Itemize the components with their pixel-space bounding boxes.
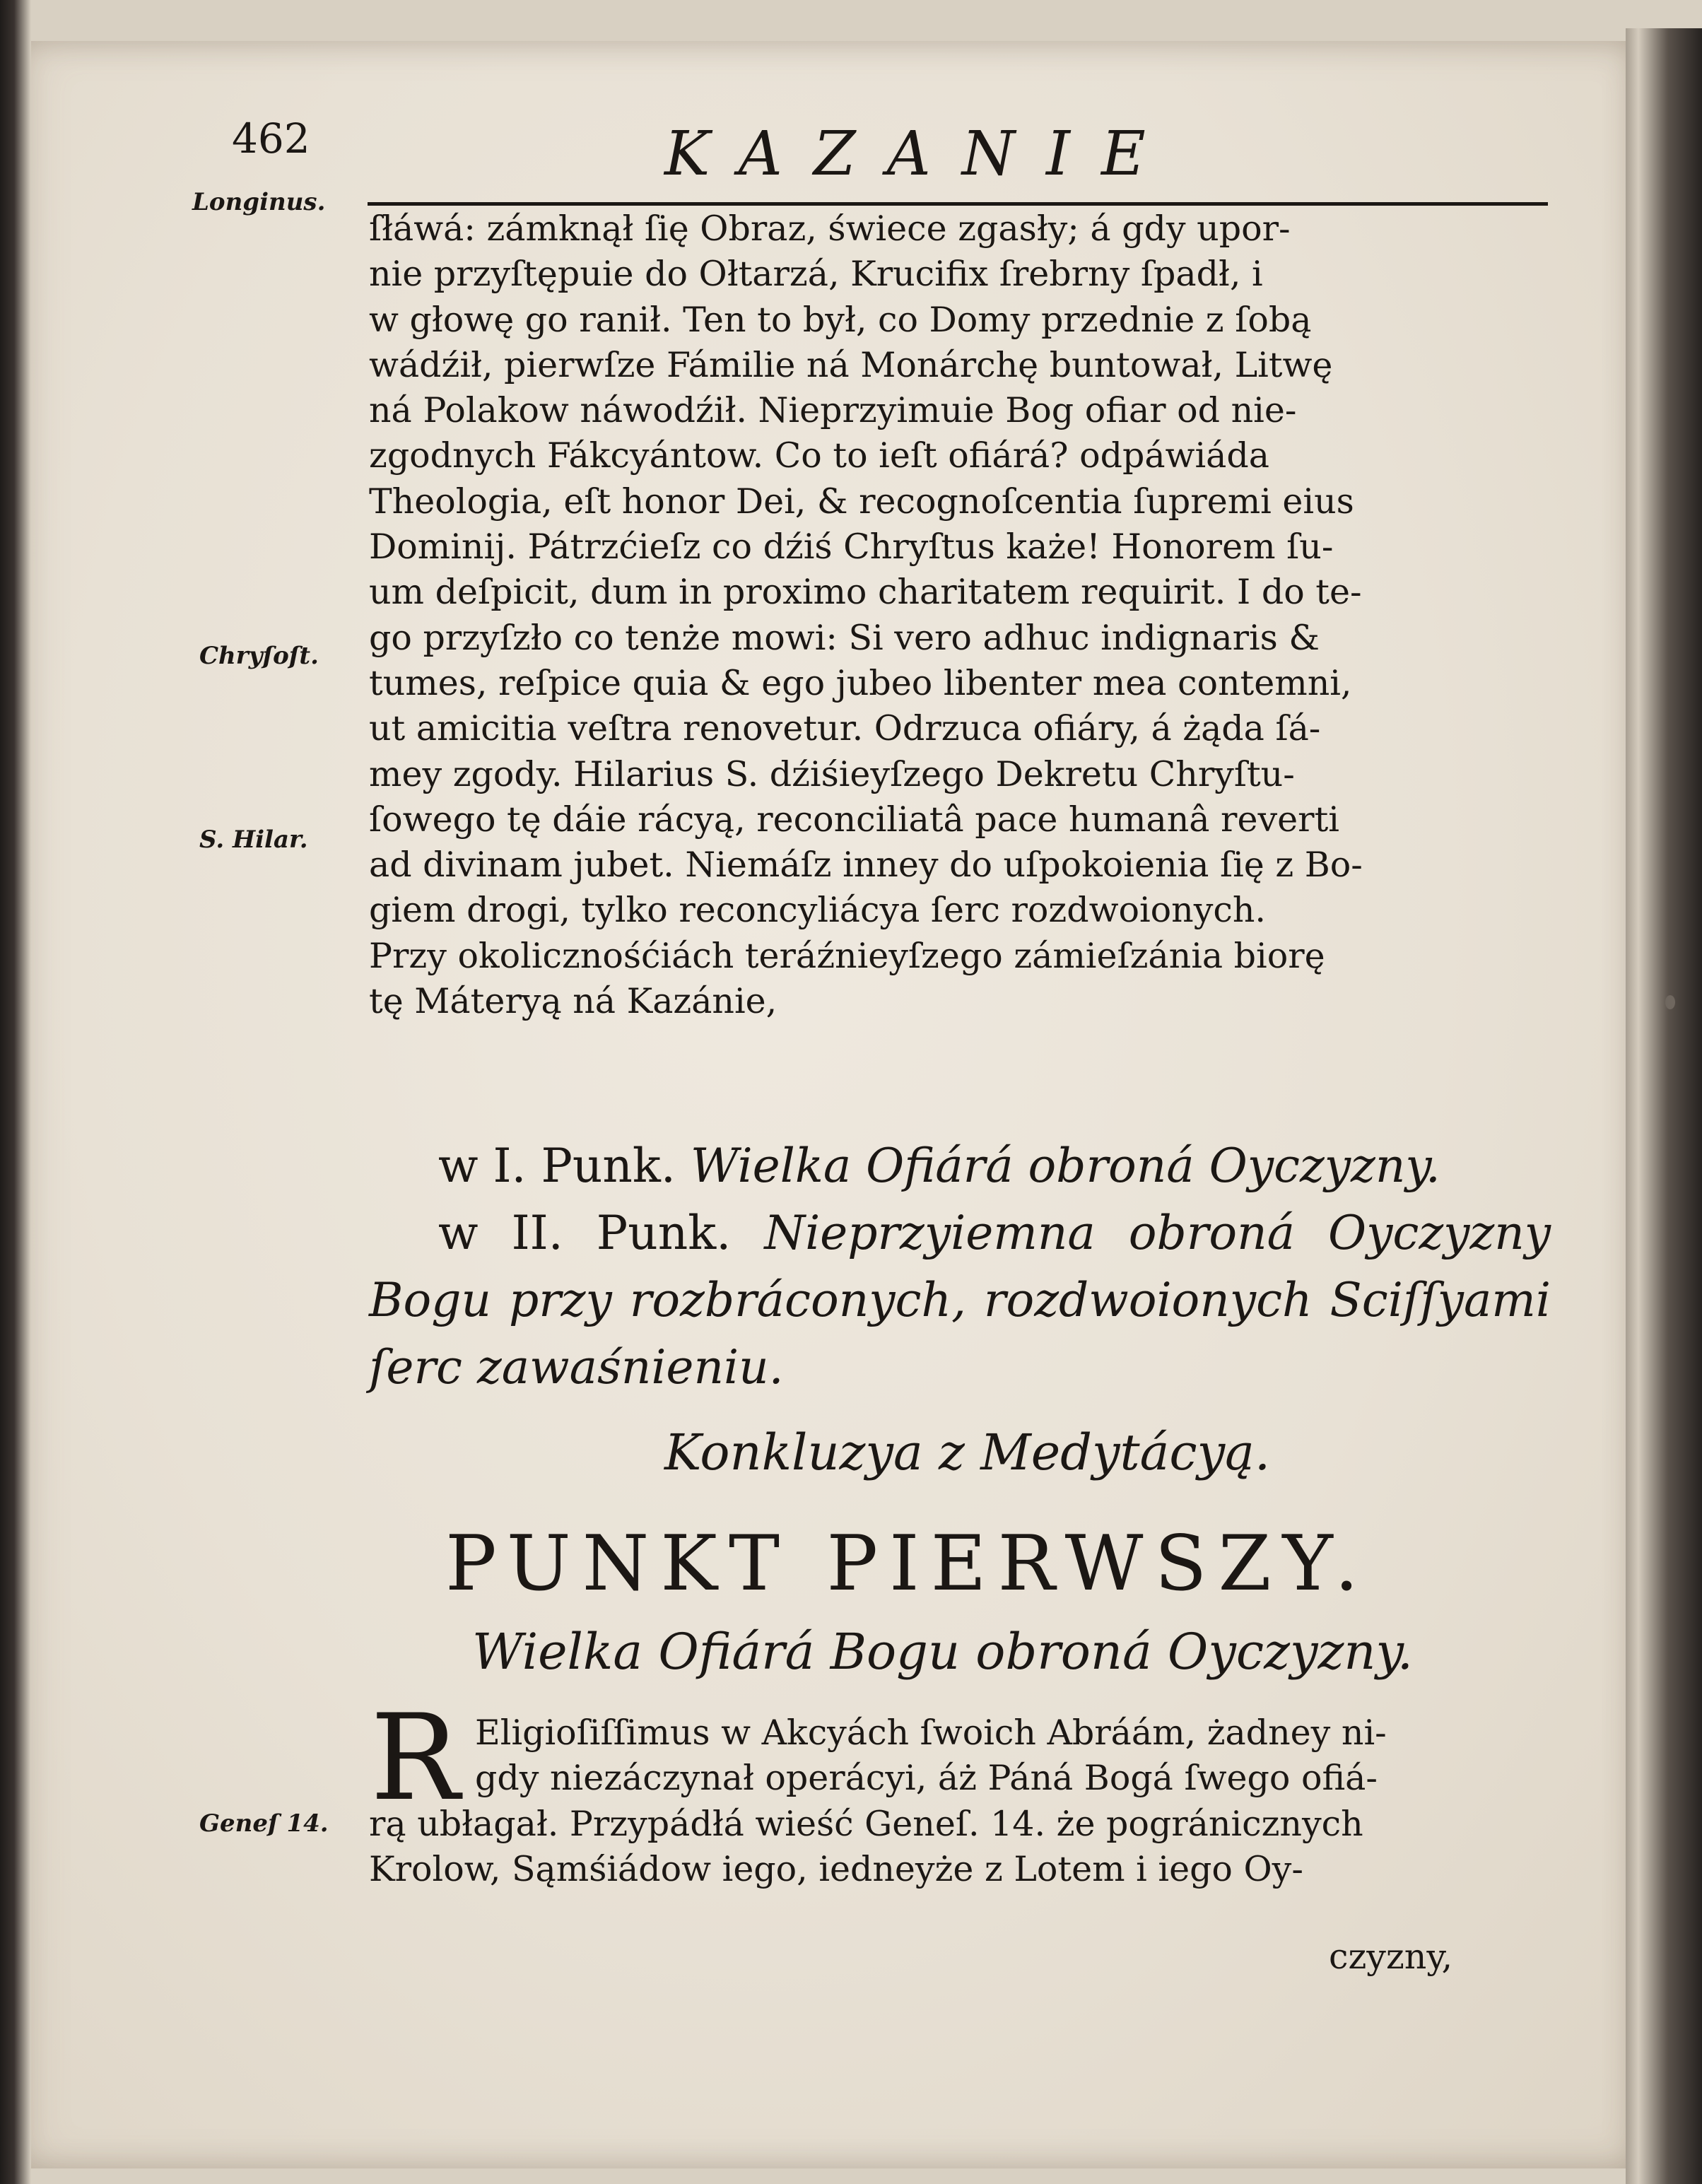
margin-note-longinus: Longinus. <box>192 188 326 216</box>
header-rule <box>368 202 1548 206</box>
catchword-line: czyzny, <box>1329 1937 1453 1977</box>
text-line: Krolow, Sąmśiádow iego, iedneyże z Lotem i iego Oy- <box>369 1848 1303 1889</box>
margin-note-genes: Geneſ 14. <box>199 1809 329 1838</box>
margin-note-chrysost: Chryſoſt. <box>199 642 319 670</box>
text-line: Theologia, eſt honor Dei, & recognoſcentia ſupremi eius <box>369 481 1354 522</box>
book-gutter <box>1626 28 1702 2184</box>
page-number: 462 <box>232 115 310 163</box>
text-line: Eligioſiſſimus w Akcyách ſwoich Abráám, żadney ni- <box>475 1713 1387 1753</box>
text-line: giem drogi, tylko reconcyliácya ſerc rozdwoionych. <box>369 890 1266 931</box>
text-line: zgodnych Fákcyántow. Co to ieſt ofiárá? odpáwiáda <box>369 435 1269 476</box>
text-line: ná Polakow náwodźił. Nieprzyimuie Bog ofiar od nie- <box>369 390 1297 431</box>
text-line: rą ubłagał. Przypádłá wieść Geneſ. 14. że pogránicznych <box>369 1803 1363 1844</box>
body-paragraph-1 <box>369 206 1551 1024</box>
text-line: wádźił, pierwſze Fámilie ná Monárchę buntował, Litwę <box>369 344 1333 385</box>
drop-cap: R <box>370 1689 460 1827</box>
text-line: nie przyſtępuie do Ołtarzá, Krucifix ſrebrny ſpadł, i <box>369 254 1263 295</box>
text-line: ſowego tę dáie rácyą, reconciliatâ pace humanâ reverti <box>369 799 1339 840</box>
point-two <box>369 1199 1551 1401</box>
text-line: Przy okolicznośćiách teráźnieyſzego zámieſzánia biorę <box>369 935 1325 976</box>
text-line: tumes, reſpice quia & ego jubeo libenter mea contemni, <box>369 662 1352 703</box>
text-line: mey zgody. Hilarius S. dźiśieyſzego Dekretu Chryſtu- <box>369 753 1295 794</box>
point-one <box>438 1132 1549 1199</box>
text-line: go przyſzło co tenże mowi: Si vero adhuc indignaris & <box>369 617 1320 658</box>
text-line: tę Máteryą ná Kazánie, <box>369 981 777 1022</box>
section-subheading: Wielka Ofiárá Bogu obroná Oyczyzny. <box>472 1623 1413 1681</box>
text-line: um deſpicit, dum in proximo charitatem requirit. I do te- <box>369 572 1362 613</box>
point-one-prefix: w I. Punk. <box>438 1139 676 1193</box>
point-two-title: Nieprzyiemna obroná Oyczyzny Bogu przy rozbráconych, rozdwoionych Sciſſyami ſerc zawaśnieniu. <box>369 1206 1551 1395</box>
running-title: KAZANIE <box>664 119 1177 189</box>
point-two-prefix: w II. Punk. <box>438 1206 732 1260</box>
point-one-title: Wielka Ofiárá obroná Oyczyzny. <box>690 1139 1440 1193</box>
text-line: ut amicitia veſtra renovetur. Odrzuca ofiáry, á żąda ſá- <box>369 708 1321 749</box>
text-line: w głowę go ranił. Ten to był, co Domy przednie z ſobą <box>369 299 1312 340</box>
text-line: ad divinam jubet. Niemáſz inney do uſpokoienia ſię z Bo- <box>369 845 1363 886</box>
text-line: ſłáwá: zámknął ſię Obraz, świece zgasły; á gdy upor- <box>369 209 1291 249</box>
section-heading: PUNKT PIERWSZY. <box>445 1520 1371 1608</box>
ink-spot <box>1665 995 1675 1009</box>
conclusion-line: Konkluzya z Medytácyą. <box>664 1423 1271 1481</box>
text-line: gdy niezáczynał operácyi, áż Páná Bogá ſwego ofiá- <box>475 1758 1378 1799</box>
body-paragraph-2 <box>369 1710 1551 1892</box>
text-line: Dominij. Pátrzćieſz co dźiś Chryſtus każe! Honorem ſu- <box>369 527 1334 568</box>
margin-note-hilar: S. Hilar. <box>199 826 308 854</box>
